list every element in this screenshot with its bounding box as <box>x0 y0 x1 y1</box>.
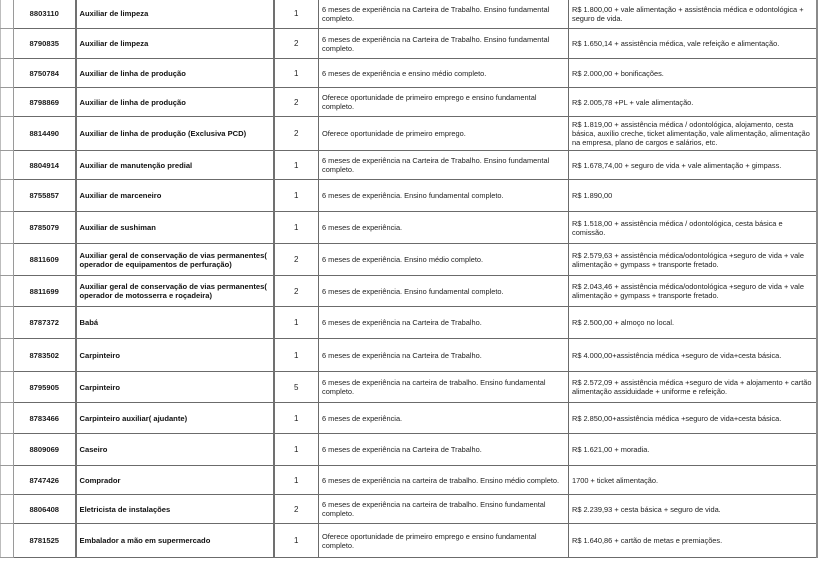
row-gutter-cell <box>1 372 14 403</box>
vacancies-cell: 2 <box>274 244 319 276</box>
job-title-cell: Auxiliar geral de conservação de vias permanentes( operador de equipamentos de perfuração) <box>76 244 274 276</box>
vacancies-cell: 1 <box>274 339 319 372</box>
table-row <box>1 495 817 524</box>
row-gutter-cell <box>1 29 14 59</box>
table-row <box>1 29 817 59</box>
job-code-cell: 8803110 <box>14 0 76 29</box>
row-gutter-cell <box>1 466 14 495</box>
job-title-cell: Auxiliar de linha de produção <box>76 88 274 117</box>
vacancies-cell: 1 <box>274 307 319 339</box>
row-gutter-cell <box>1 180 14 212</box>
salary-benefits-cell: R$ 2.005,78 +PL + vale alimentação. <box>569 88 817 117</box>
requirements-cell: 6 meses de experiência na carteira de trabalho. Ensino médio completo. <box>319 466 569 495</box>
salary-benefits-cell: R$ 2.000,00 + bonificações. <box>569 59 817 88</box>
requirements-cell: 6 meses de experiência. Ensino médio completo. <box>319 244 569 276</box>
job-title-cell: Auxiliar de sushiman <box>76 212 274 244</box>
row-gutter-cell <box>1 59 14 88</box>
job-code-cell: 8811609 <box>14 244 76 276</box>
salary-benefits-cell: R$ 1.621,00 + moradia. <box>569 434 817 466</box>
job-title-cell: Carpinteiro auxiliar( ajudante) <box>76 403 274 434</box>
job-title-cell: Auxiliar de linha de produção (Exclusiva PCD) <box>76 117 274 151</box>
table-row <box>1 276 817 307</box>
job-code-cell: 8783466 <box>14 403 76 434</box>
row-gutter-cell <box>1 339 14 372</box>
salary-benefits-cell: R$ 1.650,14 + assistência médica, vale refeição e alimentação. <box>569 29 817 59</box>
job-code-cell: 8809069 <box>14 434 76 466</box>
vacancies-cell: 1 <box>274 151 319 180</box>
job-title-cell: Carpinteiro <box>76 339 274 372</box>
table-row <box>1 372 817 403</box>
row-gutter-cell <box>1 495 14 524</box>
row-gutter-cell <box>1 212 14 244</box>
row-gutter-cell <box>1 0 14 29</box>
requirements-cell: 6 meses de experiência. <box>319 403 569 434</box>
vacancies-cell: 2 <box>274 117 319 151</box>
job-code-cell: 8811699 <box>14 276 76 307</box>
job-title-cell: Auxiliar de limpeza <box>76 0 274 29</box>
requirements-cell: 6 meses de experiência e ensino médio completo. <box>319 59 569 88</box>
requirements-cell: Oferece oportunidade de primeiro emprego e ensino fundamental completo. <box>319 88 569 117</box>
requirements-cell: 6 meses de experiência na Carteira de Trabalho. <box>319 434 569 466</box>
job-code-cell: 8814490 <box>14 117 76 151</box>
row-gutter-cell <box>1 524 14 558</box>
job-title-cell: Auxiliar de linha de produção <box>76 59 274 88</box>
table-row <box>1 466 817 495</box>
vacancies-cell: 5 <box>274 372 319 403</box>
table-row <box>1 180 817 212</box>
row-gutter-cell <box>1 151 14 180</box>
salary-benefits-cell: R$ 1.678,74,00 + seguro de vida + vale alimentação + gimpass. <box>569 151 817 180</box>
job-code-cell: 8747426 <box>14 466 76 495</box>
vacancies-cell: 2 <box>274 29 319 59</box>
table-row <box>1 117 817 151</box>
requirements-cell: 6 meses de experiência na Carteira de Trabalho. <box>319 307 569 339</box>
job-title-cell: Auxiliar de manutenção predial <box>76 151 274 180</box>
salary-benefits-cell: R$ 1.518,00 + assistência médica / odontológica, cesta básica e comissão. <box>569 212 817 244</box>
salary-benefits-cell: R$ 2.043,46 + assistência médica/odontológica +seguro de vida + vale alimentação + gympass + transporte fretado. <box>569 276 817 307</box>
salary-benefits-cell: R$ 1.819,00 + assistência médica / odontológica, alojamento, cesta básica, auxílio creche, ticket alimentação, vale alimentação, alimentação na empresa, plano de cargos e salários, etc. <box>569 117 817 151</box>
table-row <box>1 524 817 558</box>
vacancies-cell: 2 <box>274 88 319 117</box>
table-row <box>1 434 817 466</box>
row-gutter-cell <box>1 276 14 307</box>
row-gutter-cell <box>1 434 14 466</box>
requirements-cell: 6 meses de experiência na carteira de trabalho. Ensino fundamental completo. <box>319 495 569 524</box>
vacancies-cell: 2 <box>274 495 319 524</box>
job-code-cell: 8750784 <box>14 59 76 88</box>
job-title-cell: Caseiro <box>76 434 274 466</box>
job-code-cell: 8781525 <box>14 524 76 558</box>
job-title-cell: Babá <box>76 307 274 339</box>
requirements-cell: 6 meses de experiência na Carteira de Trabalho. <box>319 339 569 372</box>
job-code-cell: 8785079 <box>14 212 76 244</box>
job-code-cell: 8755857 <box>14 180 76 212</box>
salary-benefits-cell: R$ 2.850,00+assistência médica +seguro de vida+cesta básica. <box>569 403 817 434</box>
salary-benefits-cell: R$ 2.500,00 + almoço no local. <box>569 307 817 339</box>
table-body <box>1 0 817 558</box>
row-gutter-cell <box>1 307 14 339</box>
job-code-cell: 8806408 <box>14 495 76 524</box>
job-title-cell: Embalador a mão em supermercado <box>76 524 274 558</box>
job-title-cell: Eletricista de instalações <box>76 495 274 524</box>
requirements-cell: Oferece oportunidade de primeiro emprego. <box>319 117 569 151</box>
job-code-cell: 8790835 <box>14 29 76 59</box>
table-row <box>1 339 817 372</box>
job-code-cell: 8804914 <box>14 151 76 180</box>
vacancies-cell: 1 <box>274 466 319 495</box>
table-row <box>1 0 817 29</box>
salary-benefits-cell: R$ 4.000,00+assistência médica +seguro de vida+cesta básica. <box>569 339 817 372</box>
table-row <box>1 212 817 244</box>
requirements-cell: 6 meses de experiência. Ensino fundamental completo. <box>319 180 569 212</box>
table-row <box>1 88 817 117</box>
job-code-cell: 8795905 <box>14 372 76 403</box>
job-title-cell: Auxiliar geral de conservação de vias permanentes( operador de motosserra e roçadeira) <box>76 276 274 307</box>
salary-benefits-cell: R$ 1.640,86 + cartão de metas e premiações. <box>569 524 817 558</box>
requirements-cell: 6 meses de experiência na carteira de trabalho. Ensino fundamental completo. <box>319 372 569 403</box>
salary-benefits-cell: 1700 + ticket alimentação. <box>569 466 817 495</box>
job-title-cell: Comprador <box>76 466 274 495</box>
job-code-cell: 8783502 <box>14 339 76 372</box>
job-code-cell: 8798869 <box>14 88 76 117</box>
row-gutter-cell <box>1 403 14 434</box>
job-title-cell: Auxiliar de limpeza <box>76 29 274 59</box>
requirements-cell: 6 meses de experiência. Ensino fundamental completo. <box>319 276 569 307</box>
requirements-cell: 6 meses de experiência na Carteira de Trabalho. Ensino fundamental completo. <box>319 151 569 180</box>
requirements-cell: 6 meses de experiência. <box>319 212 569 244</box>
requirements-cell: 6 meses de experiência na Carteira de Trabalho. Ensino fundamental completo. <box>319 29 569 59</box>
row-gutter-cell <box>1 88 14 117</box>
requirements-cell: Oferece oportunidade de primeiro emprego e ensino fundamental completo. <box>319 524 569 558</box>
table-row <box>1 403 817 434</box>
vacancies-cell: 2 <box>274 276 319 307</box>
vacancies-cell: 1 <box>274 524 319 558</box>
salary-benefits-cell: R$ 2.239,93 + cesta básica + seguro de vida. <box>569 495 817 524</box>
salary-benefits-cell: R$ 2.572,09 + assistência médica +seguro de vida + alojamento + cartão alimentação assiduidade + uniforme e refeição. <box>569 372 817 403</box>
job-code-cell: 8787372 <box>14 307 76 339</box>
table-row <box>1 244 817 276</box>
salary-benefits-cell: R$ 1.890,00 <box>569 180 817 212</box>
salary-benefits-cell: R$ 2.579,63 + assistência médica/odontológica +seguro de vida + vale alimentação + gympass + transporte fretado. <box>569 244 817 276</box>
vacancies-cell: 1 <box>274 434 319 466</box>
table-row <box>1 307 817 339</box>
table-row <box>1 151 817 180</box>
job-title-cell: Auxiliar de marceneiro <box>76 180 274 212</box>
vacancies-cell: 1 <box>274 0 319 29</box>
row-gutter-cell <box>1 244 14 276</box>
table-row <box>1 59 817 88</box>
vacancies-cell: 1 <box>274 403 319 434</box>
salary-benefits-cell: R$ 1.800,00 + vale alimentação + assistência médica e odontológica + seguro de vida. <box>569 0 817 29</box>
vacancies-cell: 1 <box>274 212 319 244</box>
vacancies-cell: 1 <box>274 180 319 212</box>
requirements-cell: 6 meses de experiência na Carteira de Trabalho. Ensino fundamental completo. <box>319 0 569 29</box>
row-gutter-cell <box>1 117 14 151</box>
vacancies-cell: 1 <box>274 59 319 88</box>
job-title-cell: Carpinteiro <box>76 372 274 403</box>
